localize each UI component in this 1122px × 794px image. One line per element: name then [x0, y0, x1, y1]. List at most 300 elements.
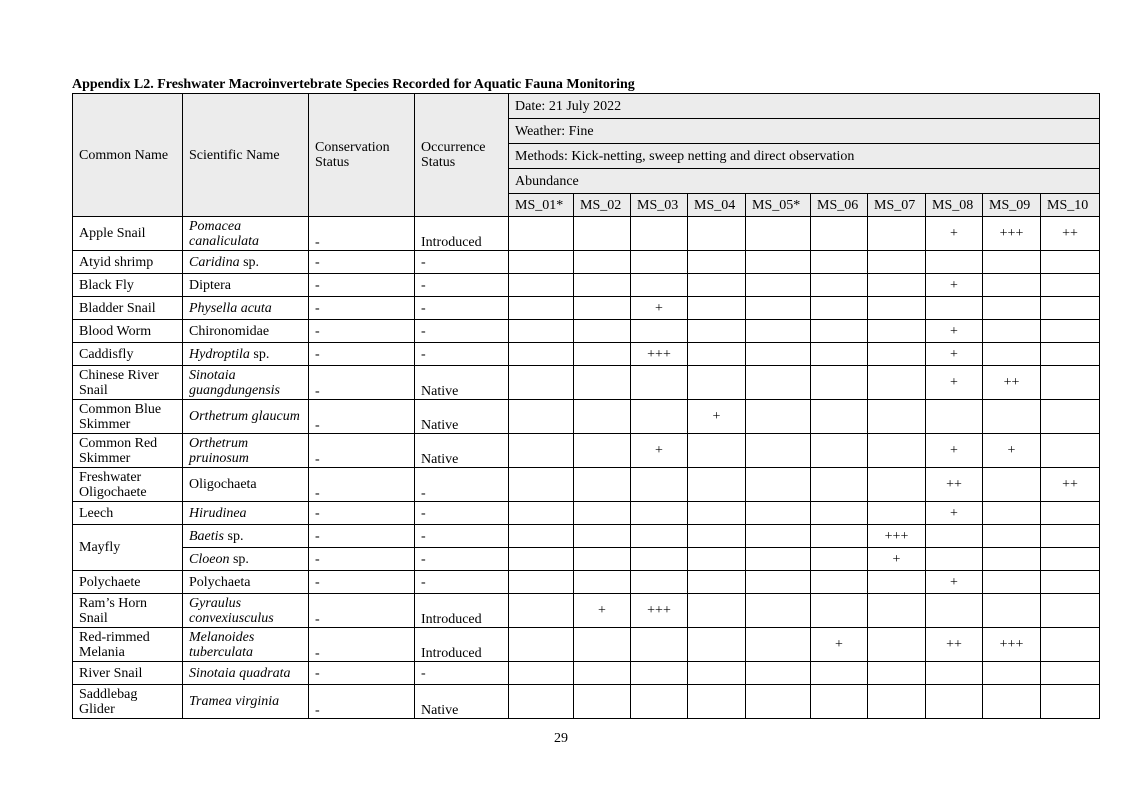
occurrence-status-cell: - — [415, 320, 509, 343]
abundance-cell: +++ — [868, 525, 926, 548]
abundance-cell — [868, 400, 926, 434]
table-row — [73, 685, 1100, 719]
abundance-cell — [631, 400, 688, 434]
abundance-cell — [983, 662, 1041, 685]
abundance-cell — [1041, 343, 1100, 366]
conservation-status-cell: - — [309, 434, 415, 468]
scientific-name-cell — [183, 434, 309, 468]
scientific-name-suffix: sp. — [239, 254, 260, 270]
abundance-cell — [688, 343, 746, 366]
abundance-cell — [574, 297, 631, 320]
occurrence-status-cell: - — [415, 548, 509, 571]
abundance-cell — [631, 571, 688, 594]
abundance-cell — [926, 251, 983, 274]
abundance-cell — [574, 628, 631, 662]
scientific-name-text: Chironomidae — [189, 323, 270, 339]
header-occurrence-status: Occurrence Status — [415, 94, 509, 217]
abundance-cell — [811, 251, 868, 274]
scientific-name-cell — [183, 343, 309, 366]
scientific-name-text: Cloeon — [189, 551, 230, 567]
scientific-name-text: Baetis — [189, 528, 224, 544]
species-table — [72, 93, 1100, 719]
table-row — [73, 571, 1100, 594]
table-row — [73, 548, 1100, 571]
abundance-cell — [631, 525, 688, 548]
abundance-cell — [631, 662, 688, 685]
scientific-name-text: Melanoides tuberculata — [189, 629, 255, 660]
scientific-name-suffix: sp. — [229, 551, 249, 567]
abundance-cell: + — [574, 594, 631, 628]
abundance-cell — [811, 548, 868, 571]
abundance-cell — [574, 400, 631, 434]
scientific-name-cell — [183, 297, 309, 320]
site-header-cell: MS_04 — [688, 194, 746, 217]
abundance-cell — [983, 502, 1041, 525]
abundance-cell: ++ — [1041, 468, 1100, 502]
abundance-cell — [868, 502, 926, 525]
abundance-cell — [811, 217, 868, 251]
scientific-name-cell — [183, 571, 309, 594]
abundance-cell — [574, 217, 631, 251]
abundance-cell — [926, 525, 983, 548]
abundance-cell — [509, 400, 574, 434]
abundance-cell: ++ — [926, 468, 983, 502]
table-row — [73, 400, 1100, 434]
scientific-name-cell — [183, 662, 309, 685]
scientific-name-cell — [183, 400, 309, 434]
table-row — [73, 274, 1100, 297]
abundance-cell — [509, 685, 574, 719]
abundance-cell — [509, 571, 574, 594]
abundance-cell — [574, 548, 631, 571]
abundance-cell — [509, 468, 574, 502]
conservation-status-cell: - — [309, 320, 415, 343]
occurrence-status-cell: - — [415, 343, 509, 366]
abundance-cell — [688, 525, 746, 548]
abundance-cell — [746, 548, 811, 571]
common-name-cell: Saddlebag Glider — [73, 685, 183, 719]
abundance-cell: + — [926, 366, 983, 400]
abundance-cell: + — [868, 548, 926, 571]
scientific-name-cell — [183, 685, 309, 719]
abundance-cell — [1041, 594, 1100, 628]
abundance-cell — [868, 320, 926, 343]
abundance-cell: + — [926, 502, 983, 525]
abundance-cell — [746, 502, 811, 525]
conservation-status-cell: - — [309, 662, 415, 685]
scientific-name-cell — [183, 525, 309, 548]
table-row — [73, 434, 1100, 468]
scientific-name-text: Physella acuta — [189, 300, 272, 316]
abundance-cell — [631, 628, 688, 662]
abundance-cell — [574, 366, 631, 400]
abundance-cell — [868, 343, 926, 366]
abundance-cell: + — [926, 571, 983, 594]
occurrence-status-cell: Introduced — [415, 594, 509, 628]
abundance-cell — [926, 297, 983, 320]
occurrence-status-cell: - — [415, 662, 509, 685]
occurrence-status-cell: Native — [415, 400, 509, 434]
abundance-cell — [574, 525, 631, 548]
abundance-cell — [574, 502, 631, 525]
site-header-cell: MS_07 — [868, 194, 926, 217]
common-name-cell: Leech — [73, 502, 183, 525]
occurrence-status-cell: - — [415, 571, 509, 594]
abundance-cell — [574, 434, 631, 468]
abundance-cell — [509, 320, 574, 343]
header-common-name: Common Name — [73, 94, 183, 217]
abundance-cell — [868, 217, 926, 251]
occurrence-status-cell: - — [415, 274, 509, 297]
abundance-cell — [688, 468, 746, 502]
scientific-name-text: Caridina — [189, 254, 240, 270]
abundance-cell — [1041, 274, 1100, 297]
abundance-cell: + — [983, 434, 1041, 468]
abundance-cell — [746, 525, 811, 548]
abundance-cell: + — [811, 628, 868, 662]
abundance-cell — [509, 628, 574, 662]
abundance-cell — [1041, 251, 1100, 274]
abundance-cell — [509, 434, 574, 468]
abundance-cell — [688, 217, 746, 251]
abundance-cell — [868, 274, 926, 297]
abundance-cell — [983, 251, 1041, 274]
abundance-cell — [746, 468, 811, 502]
abundance-cell — [1041, 297, 1100, 320]
abundance-cell — [688, 628, 746, 662]
abundance-cell — [926, 400, 983, 434]
abundance-cell — [811, 594, 868, 628]
site-header-cell: MS_02 — [574, 194, 631, 217]
abundance-cell — [1041, 571, 1100, 594]
abundance-cell — [983, 525, 1041, 548]
site-header-cell: MS_09 — [983, 194, 1041, 217]
abundance-cell — [631, 548, 688, 571]
abundance-cell — [746, 628, 811, 662]
scientific-name-suffix: sp. — [249, 346, 270, 362]
common-name-cell: Chinese River Snail — [73, 366, 183, 400]
abundance-cell — [811, 320, 868, 343]
abundance-cell — [509, 274, 574, 297]
scientific-name-text: Orthetrum glaucum — [189, 409, 300, 424]
header-methods: Methods: Kick-netting, sweep netting and direct observation — [509, 144, 1100, 169]
abundance-cell — [811, 343, 868, 366]
occurrence-status-cell: - — [415, 468, 509, 502]
abundance-cell — [509, 343, 574, 366]
abundance-cell — [1041, 525, 1100, 548]
abundance-cell — [574, 468, 631, 502]
occurrence-status-cell: - — [415, 251, 509, 274]
abundance-cell — [1041, 685, 1100, 719]
header-scientific-name: Scientific Name — [183, 94, 309, 217]
abundance-cell — [574, 685, 631, 719]
occurrence-status-cell: Introduced — [415, 217, 509, 251]
conservation-status-cell: - — [309, 274, 415, 297]
scientific-name-cell — [183, 628, 309, 662]
scientific-name-text: Gyraulus convexiusculus — [189, 595, 274, 626]
site-header-cell: MS_10 — [1041, 194, 1100, 217]
common-name-cell: Caddisfly — [73, 343, 183, 366]
site-header-cell: MS_08 — [926, 194, 983, 217]
abundance-cell: + — [926, 274, 983, 297]
abundance-cell — [631, 685, 688, 719]
abundance-cell — [746, 685, 811, 719]
site-header-cell: MS_06 — [811, 194, 868, 217]
abundance-cell — [746, 217, 811, 251]
common-name-cell: Freshwater Oligochaete — [73, 468, 183, 502]
abundance-cell — [1041, 502, 1100, 525]
conservation-status-cell: - — [309, 685, 415, 719]
abundance-cell — [574, 343, 631, 366]
conservation-status-cell: - — [309, 525, 415, 548]
abundance-cell — [1041, 366, 1100, 400]
conservation-status-cell: - — [309, 548, 415, 571]
abundance-cell — [811, 274, 868, 297]
scientific-name-text: Pomacea canaliculata — [189, 218, 259, 249]
abundance-cell — [1041, 400, 1100, 434]
common-name-cell: Blood Worm — [73, 320, 183, 343]
table-row — [73, 525, 1100, 548]
abundance-cell — [746, 297, 811, 320]
abundance-cell — [811, 468, 868, 502]
conservation-status-cell: - — [309, 297, 415, 320]
abundance-cell — [868, 628, 926, 662]
abundance-cell — [1041, 628, 1100, 662]
abundance-cell: ++ — [926, 628, 983, 662]
common-name-cell: Apple Snail — [73, 217, 183, 251]
abundance-cell — [688, 502, 746, 525]
abundance-cell — [746, 343, 811, 366]
abundance-cell: + — [631, 434, 688, 468]
abundance-cell — [688, 548, 746, 571]
conservation-status-cell: - — [309, 400, 415, 434]
scientific-name-cell — [183, 366, 309, 400]
abundance-cell — [926, 548, 983, 571]
abundance-cell — [688, 434, 746, 468]
table-row — [73, 628, 1100, 662]
abundance-cell — [983, 400, 1041, 434]
conservation-status-cell: - — [309, 217, 415, 251]
common-name-cell: Mayfly — [73, 525, 183, 571]
scientific-name-text: Hydroptila — [189, 346, 250, 362]
abundance-cell — [631, 502, 688, 525]
abundance-cell — [811, 502, 868, 525]
occurrence-status-cell: Native — [415, 366, 509, 400]
header-weather: Weather: Fine — [509, 119, 1100, 144]
abundance-cell — [811, 366, 868, 400]
abundance-cell — [746, 434, 811, 468]
abundance-cell — [509, 251, 574, 274]
site-header-cell: MS_05* — [746, 194, 811, 217]
abundance-cell — [811, 434, 868, 468]
abundance-cell — [811, 662, 868, 685]
common-name-cell: River Snail — [73, 662, 183, 685]
abundance-cell: +++ — [983, 628, 1041, 662]
scientific-name-text: Orthetrum pruinosum — [189, 435, 249, 466]
abundance-cell — [1041, 320, 1100, 343]
common-name-cell: Ram’s Horn Snail — [73, 594, 183, 628]
abundance-cell — [746, 274, 811, 297]
abundance-cell: + — [926, 320, 983, 343]
scientific-name-cell — [183, 251, 309, 274]
conservation-status-cell: - — [309, 251, 415, 274]
header-date: Date: 21 July 2022 — [509, 94, 1100, 119]
abundance-cell — [926, 685, 983, 719]
header-abundance: Abundance — [509, 169, 1100, 194]
abundance-cell — [688, 320, 746, 343]
abundance-cell — [688, 571, 746, 594]
abundance-cell — [746, 400, 811, 434]
abundance-cell: + — [688, 400, 746, 434]
abundance-cell — [926, 662, 983, 685]
scientific-name-suffix: sp. — [224, 528, 244, 544]
abundance-cell — [1041, 662, 1100, 685]
abundance-cell — [746, 662, 811, 685]
abundance-cell — [509, 217, 574, 251]
abundance-cell — [631, 320, 688, 343]
page-number: 29 — [554, 731, 568, 746]
occurrence-status-cell: Native — [415, 685, 509, 719]
abundance-cell — [983, 297, 1041, 320]
common-name-cell: Atyid shrimp — [73, 251, 183, 274]
abundance-cell: + — [926, 217, 983, 251]
conservation-status-cell: - — [309, 571, 415, 594]
abundance-cell — [746, 366, 811, 400]
abundance-cell — [1041, 548, 1100, 571]
scientific-name-text: Sinotaia quadrata — [189, 665, 291, 681]
abundance-cell — [868, 468, 926, 502]
abundance-cell: +++ — [631, 343, 688, 366]
common-name-cell: Common Blue Skimmer — [73, 400, 183, 434]
abundance-cell — [509, 662, 574, 685]
abundance-cell — [574, 571, 631, 594]
abundance-cell — [746, 251, 811, 274]
abundance-cell — [688, 274, 746, 297]
scientific-name-text: Tramea virginia — [189, 694, 280, 709]
page-title: Appendix L2. Freshwater Macroinvertebrate Species Recorded for Aquatic Fauna Monitoring — [72, 77, 635, 92]
table-row — [73, 251, 1100, 274]
table-row — [73, 366, 1100, 400]
occurrence-status-cell: - — [415, 297, 509, 320]
occurrence-status-cell: Introduced — [415, 628, 509, 662]
abundance-cell — [631, 274, 688, 297]
table-row — [73, 343, 1100, 366]
site-header-cell: MS_03 — [631, 194, 688, 217]
abundance-cell — [746, 571, 811, 594]
abundance-cell — [983, 571, 1041, 594]
abundance-cell — [688, 297, 746, 320]
scientific-name-text: Sinotaia guangdungensis — [189, 367, 280, 398]
table-row — [73, 594, 1100, 628]
abundance-cell — [688, 366, 746, 400]
scientific-name-cell — [183, 594, 309, 628]
abundance-cell — [868, 685, 926, 719]
scientific-name-text: Diptera — [189, 277, 231, 293]
abundance-cell — [868, 297, 926, 320]
common-name-cell: Polychaete — [73, 571, 183, 594]
abundance-cell — [688, 251, 746, 274]
abundance-cell — [631, 366, 688, 400]
common-name-cell: Common Red Skimmer — [73, 434, 183, 468]
header-conservation-status: Conservation Status — [309, 94, 415, 217]
abundance-cell — [983, 594, 1041, 628]
abundance-cell — [868, 571, 926, 594]
conservation-status-cell: - — [309, 502, 415, 525]
common-name-cell: Red-rimmed Melania — [73, 628, 183, 662]
common-name-cell: Bladder Snail — [73, 297, 183, 320]
abundance-cell — [688, 685, 746, 719]
conservation-status-cell: - — [309, 628, 415, 662]
abundance-cell — [509, 502, 574, 525]
scientific-name-text: Polychaeta — [189, 574, 251, 590]
abundance-cell — [983, 685, 1041, 719]
table-row — [73, 320, 1100, 343]
common-name-cell: Black Fly — [73, 274, 183, 297]
abundance-cell — [574, 274, 631, 297]
abundance-cell — [509, 366, 574, 400]
abundance-cell — [811, 525, 868, 548]
abundance-cell: ++ — [983, 366, 1041, 400]
abundance-cell — [811, 685, 868, 719]
abundance-cell — [631, 468, 688, 502]
scientific-name-cell — [183, 320, 309, 343]
scientific-name-cell — [183, 548, 309, 571]
abundance-cell — [631, 251, 688, 274]
conservation-status-cell: - — [309, 366, 415, 400]
abundance-cell: + — [631, 297, 688, 320]
abundance-cell — [574, 251, 631, 274]
scientific-name-cell — [183, 502, 309, 525]
abundance-cell — [868, 434, 926, 468]
abundance-cell — [811, 297, 868, 320]
conservation-status-cell: - — [309, 343, 415, 366]
abundance-cell: +++ — [631, 594, 688, 628]
abundance-cell — [1041, 434, 1100, 468]
table-row — [73, 217, 1100, 251]
abundance-cell — [983, 548, 1041, 571]
abundance-cell — [811, 400, 868, 434]
table-row — [73, 468, 1100, 502]
abundance-cell — [983, 320, 1041, 343]
occurrence-status-cell: - — [415, 502, 509, 525]
abundance-cell — [746, 320, 811, 343]
abundance-cell — [631, 217, 688, 251]
abundance-cell: ++ — [1041, 217, 1100, 251]
abundance-cell — [746, 594, 811, 628]
abundance-cell — [509, 548, 574, 571]
abundance-cell: +++ — [983, 217, 1041, 251]
abundance-cell: + — [926, 343, 983, 366]
table-row — [73, 662, 1100, 685]
abundance-cell — [868, 662, 926, 685]
conservation-status-cell: - — [309, 594, 415, 628]
abundance-cell — [509, 594, 574, 628]
abundance-cell: + — [926, 434, 983, 468]
occurrence-status-cell: Native — [415, 434, 509, 468]
abundance-cell — [926, 594, 983, 628]
occurrence-status-cell: - — [415, 525, 509, 548]
abundance-cell — [574, 320, 631, 343]
scientific-name-cell — [183, 468, 309, 502]
table-row — [73, 502, 1100, 525]
abundance-cell — [983, 343, 1041, 366]
abundance-cell — [509, 297, 574, 320]
scientific-name-text: Oligochaeta — [189, 477, 257, 492]
abundance-cell — [983, 468, 1041, 502]
abundance-cell — [868, 366, 926, 400]
table-row — [73, 297, 1100, 320]
abundance-cell — [811, 571, 868, 594]
